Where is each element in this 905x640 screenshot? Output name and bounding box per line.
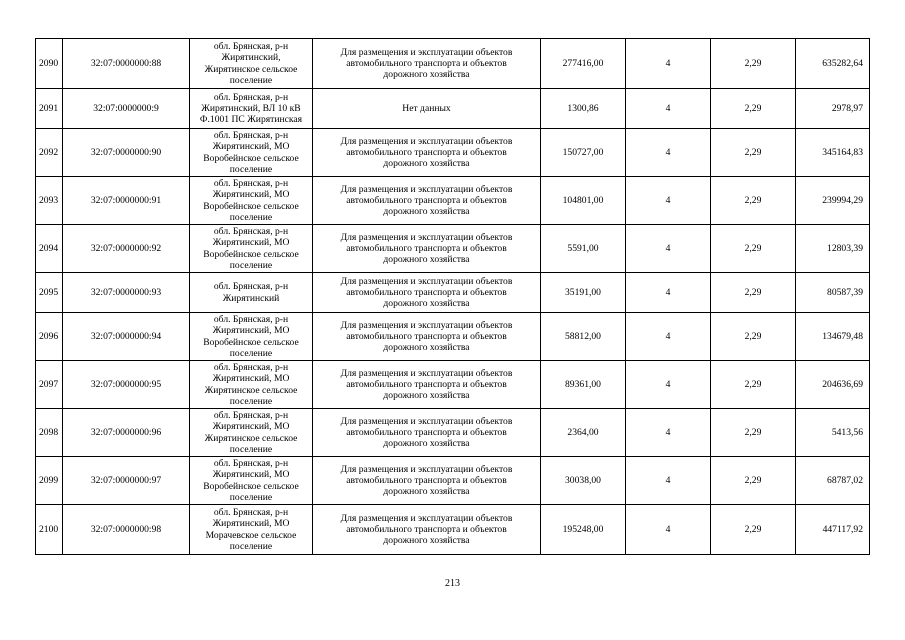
permitted-use: Для размещения и эксплуатации объектов автомобильного транспорта и объектов дорожного хозяйства [313,505,541,555]
cadastral-number: 32:07:0000000:88 [63,39,190,89]
cadastral-number: 32:07:0000000:9 [63,89,190,129]
plot-area: 1300,86 [541,89,626,129]
land-plots-table [35,38,870,555]
table-row [36,457,870,505]
cadastral-cost: 2978,97 [796,89,870,129]
table-body [36,39,870,555]
plot-address: обл. Брянская, р-н Жирятинский, МО Воробейнское сельское поселение [190,457,313,505]
cadastral-cost: 204636,69 [796,361,870,409]
tax-rate: 2,29 [711,129,796,177]
plot-area: 89361,00 [541,361,626,409]
permitted-use: Для размещения и эксплуатации объектов автомобильного транспорта и объектов дорожного хозяйства [313,409,541,457]
plot-area: 195248,00 [541,505,626,555]
tax-rate: 2,29 [711,39,796,89]
plot-area: 30038,00 [541,457,626,505]
cadastral-number: 32:07:0000000:92 [63,225,190,273]
use-group: 4 [626,505,711,555]
permitted-use: Нет данных [313,89,541,129]
plot-address: обл. Брянская, р-н Жирятинский, МО Воробейнское сельское поселение [190,129,313,177]
use-group: 4 [626,409,711,457]
use-group: 4 [626,89,711,129]
row-number: 2091 [36,89,63,129]
use-group: 4 [626,457,711,505]
use-group: 4 [626,313,711,361]
table-row [36,273,870,313]
page-number: 213 [445,578,460,589]
plot-address: обл. Брянская, р-н Жирятинский, МО Жирятинское сельское поселение [190,361,313,409]
table-row [36,505,870,555]
row-number: 2095 [36,273,63,313]
plot-address: обл. Брянская, р-н Жирятинский, МО Воробейнское сельское поселение [190,225,313,273]
cadastral-cost: 345164,83 [796,129,870,177]
cadastral-cost: 134679,48 [796,313,870,361]
cadastral-number: 32:07:0000000:98 [63,505,190,555]
plot-address: обл. Брянская, р-н Жирятинский [190,273,313,313]
row-number: 2098 [36,409,63,457]
cadastral-cost: 447117,92 [796,505,870,555]
row-number: 2100 [36,505,63,555]
permitted-use: Для размещения и эксплуатации объектов автомобильного транспорта и объектов дорожного хозяйства [313,361,541,409]
use-group: 4 [626,177,711,225]
row-number: 2099 [36,457,63,505]
cadastral-number: 32:07:0000000:93 [63,273,190,313]
tax-rate: 2,29 [711,89,796,129]
table-row [36,39,870,89]
row-number: 2090 [36,39,63,89]
use-group: 4 [626,225,711,273]
tax-rate: 2,29 [711,273,796,313]
tax-rate: 2,29 [711,313,796,361]
plot-address: обл. Брянская, р-н Жирятинский, ВЛ 10 кВ Ф.1001 ПС Жирятинская [190,89,313,129]
plot-area: 35191,00 [541,273,626,313]
table-row [36,89,870,129]
plot-area: 5591,00 [541,225,626,273]
cadastral-cost: 12803,39 [796,225,870,273]
use-group: 4 [626,39,711,89]
plot-area: 104801,00 [541,177,626,225]
row-number: 2096 [36,313,63,361]
use-group: 4 [626,129,711,177]
plot-area: 58812,00 [541,313,626,361]
cadastral-number: 32:07:0000000:90 [63,129,190,177]
tax-rate: 2,29 [711,225,796,273]
cadastral-number: 32:07:0000000:91 [63,177,190,225]
permitted-use: Для размещения и эксплуатации объектов автомобильного транспорта и объектов дорожного хозяйства [313,313,541,361]
row-number: 2093 [36,177,63,225]
tax-rate: 2,29 [711,505,796,555]
cadastral-cost: 68787,02 [796,457,870,505]
table-row [36,313,870,361]
cadastral-number: 32:07:0000000:95 [63,361,190,409]
tax-rate: 2,29 [711,457,796,505]
plot-address: обл. Брянская, р-н Жирятинский, МО Жирятинское сельское поселение [190,409,313,457]
permitted-use: Для размещения и эксплуатации объектов автомобильного транспорта и объектов дорожного хозяйства [313,129,541,177]
plot-address: обл. Брянская, р-н Жирятинский, МО Морачевское сельское поселение [190,505,313,555]
row-number: 2097 [36,361,63,409]
row-number: 2094 [36,225,63,273]
cadastral-cost: 80587,39 [796,273,870,313]
tax-rate: 2,29 [711,361,796,409]
cadastral-cost: 635282,64 [796,39,870,89]
cadastral-cost: 5413,56 [796,409,870,457]
plot-area: 277416,00 [541,39,626,89]
permitted-use: Для размещения и эксплуатации объектов автомобильного транспорта и объектов дорожного хозяйства [313,39,541,89]
use-group: 4 [626,361,711,409]
cadastral-cost: 239994,29 [796,177,870,225]
cadastral-number: 32:07:0000000:94 [63,313,190,361]
plot-area: 2364,00 [541,409,626,457]
use-group: 4 [626,273,711,313]
permitted-use: Для размещения и эксплуатации объектов автомобильного транспорта и объектов дорожного хозяйства [313,457,541,505]
table-row [36,129,870,177]
table-row [36,361,870,409]
permitted-use: Для размещения и эксплуатации объектов автомобильного транспорта и объектов дорожного хозяйства [313,273,541,313]
plot-address: обл. Брянская, р-н Жирятинский, МО Воробейнское сельское поселение [190,177,313,225]
tax-rate: 2,29 [711,409,796,457]
cadastral-number: 32:07:0000000:97 [63,457,190,505]
permitted-use: Для размещения и эксплуатации объектов автомобильного транспорта и объектов дорожного хозяйства [313,225,541,273]
tax-rate: 2,29 [711,177,796,225]
plot-address: обл. Брянская, р-н Жирятинский, Жирятинское сельское поселение [190,39,313,89]
plot-area: 150727,00 [541,129,626,177]
table-row [36,409,870,457]
table-row [36,225,870,273]
row-number: 2092 [36,129,63,177]
table-row [36,177,870,225]
plot-address: обл. Брянская, р-н Жирятинский, МО Воробейнское сельское поселение [190,313,313,361]
permitted-use: Для размещения и эксплуатации объектов автомобильного транспорта и объектов дорожного хозяйства [313,177,541,225]
cadastral-number: 32:07:0000000:96 [63,409,190,457]
